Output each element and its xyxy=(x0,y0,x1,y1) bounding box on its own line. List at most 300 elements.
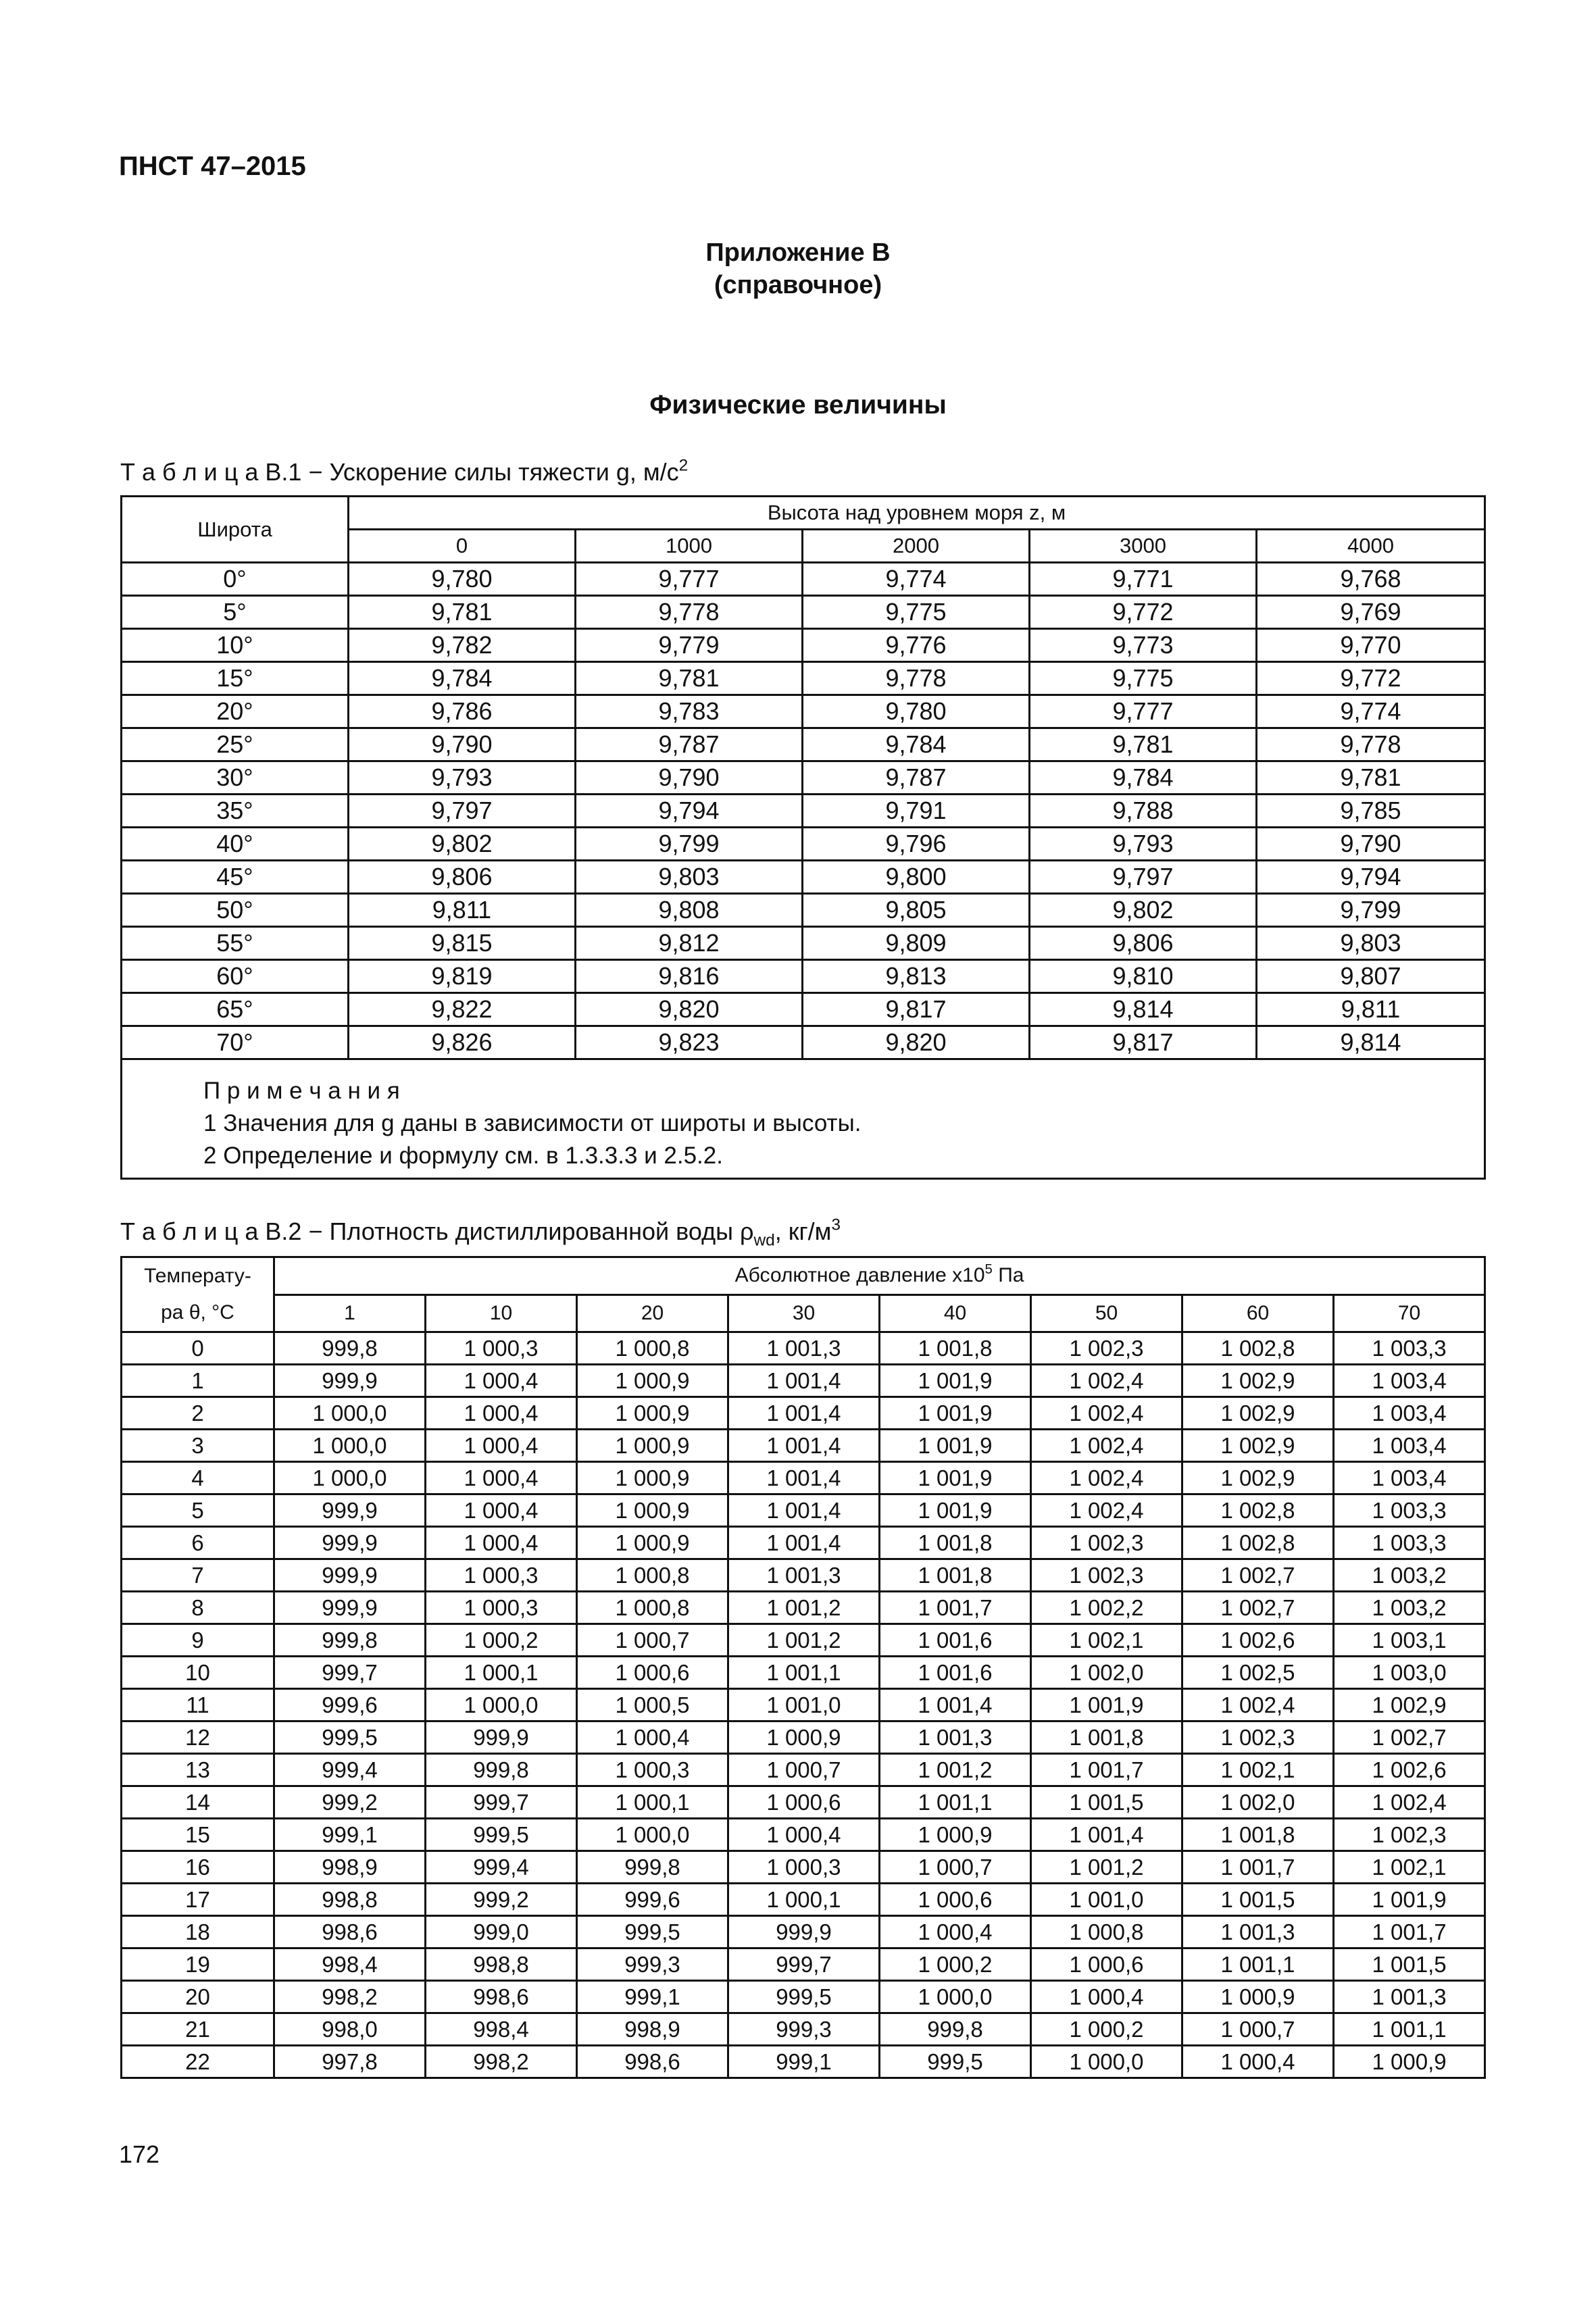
table2-row xyxy=(122,1657,1485,1689)
table1-value-cell: 9,791 xyxy=(803,795,1030,828)
table2-value-cell: 999,9 xyxy=(274,1365,426,1397)
table2-value-cell: 1 002,7 xyxy=(1182,1559,1334,1592)
table2-caption-text: В.2 − Плотность дистиллированной воды ρ xyxy=(258,1217,754,1245)
table2-value-cell: 998,2 xyxy=(274,1981,426,2013)
table2-value-cell: 1 001,1 xyxy=(728,1657,880,1689)
table2-value-cell: 999,0 xyxy=(426,1916,577,1948)
table2-value-cell: 999,9 xyxy=(274,1592,426,1624)
table2-row xyxy=(122,1332,1485,1365)
table2-row xyxy=(122,1884,1485,1916)
table2-value-cell: 1 000,4 xyxy=(426,1397,577,1430)
table1-value-cell: 9,809 xyxy=(803,927,1030,960)
table2-value-cell: 1 003,4 xyxy=(1334,1365,1485,1397)
table2-value-cell: 999,8 xyxy=(426,1754,577,1786)
table1-value-cell: 9,781 xyxy=(576,662,803,695)
table1-value-cell: 9,808 xyxy=(576,894,803,927)
table1-value-cell: 9,823 xyxy=(576,1026,803,1059)
table1-value-cell: 9,797 xyxy=(349,795,576,828)
table2-value-cell: 1 000,9 xyxy=(880,1819,1031,1851)
table2-temperature-cell: 18 xyxy=(122,1916,274,1948)
table2-value-cell: 1 000,7 xyxy=(880,1851,1031,1884)
table1-value-cell: 9,807 xyxy=(1257,960,1485,993)
table2-value-cell: 1 001,4 xyxy=(728,1397,880,1430)
table2-value-cell: 998,6 xyxy=(426,1981,577,2013)
table2-value-cell: 1 000,4 xyxy=(577,1721,728,1754)
table2-value-cell: 1 001,4 xyxy=(728,1494,880,1527)
table2-value-cell: 998,9 xyxy=(577,2013,728,2046)
table2-value-cell: 1 000,9 xyxy=(577,1527,728,1559)
table1-value-cell: 9,778 xyxy=(576,596,803,629)
table2-value-cell: 1 001,7 xyxy=(1334,1916,1485,1948)
table1-value-cell: 9,797 xyxy=(1030,861,1257,894)
table2-value-cell: 1 003,2 xyxy=(1334,1592,1485,1624)
page-number: 172 xyxy=(119,2140,160,2168)
table2-value-cell: 1 001,8 xyxy=(1182,1819,1334,1851)
table1-row xyxy=(122,695,1485,728)
table2-row xyxy=(122,1462,1485,1494)
table2-value-cell: 999,6 xyxy=(274,1689,426,1721)
table1-row xyxy=(122,927,1485,960)
table1-value-cell: 9,803 xyxy=(1257,927,1485,960)
table2-value-cell: 1 000,9 xyxy=(1182,1981,1334,2013)
table1-value-cell: 9,820 xyxy=(576,993,803,1026)
table1-row-header: Широта xyxy=(122,497,349,563)
table1-latitude-cell: 20° xyxy=(122,695,349,728)
table2-value-cell: 999,1 xyxy=(274,1819,426,1851)
table1-value-cell: 9,788 xyxy=(1030,795,1257,828)
table2-group-header-text: Абсолютное давление х10 xyxy=(734,1264,985,1287)
table1-value-cell: 9,817 xyxy=(803,993,1030,1026)
table2-value-cell: 1 001,6 xyxy=(880,1624,1031,1657)
table2-column-header-row xyxy=(122,1294,1485,1332)
table2-value-cell: 1 000,5 xyxy=(577,1689,728,1721)
table1-value-cell: 9,815 xyxy=(349,927,576,960)
table2-temperature-cell: 8 xyxy=(122,1592,274,1624)
table2-value-cell: 1 000,4 xyxy=(426,1430,577,1462)
table1-note-item: 2 Определение и формулу см. в 1.3.3.3 и 2.5.2. xyxy=(203,1142,723,1169)
table1-value-cell: 9,777 xyxy=(1030,695,1257,728)
table1-caption-text: В.1 − Ускорение силы тяжести g, м/с xyxy=(258,458,679,486)
table2-value-cell: 1 002,4 xyxy=(1182,1689,1334,1721)
table2-row xyxy=(122,1948,1485,1981)
table1-gravity xyxy=(120,495,1486,1180)
table1-latitude-cell: 55° xyxy=(122,927,349,960)
table2-temperature-cell: 14 xyxy=(122,1786,274,1819)
table2-value-cell: 1 000,4 xyxy=(1031,1981,1182,2013)
table2-column-header: 60 xyxy=(1182,1294,1334,1332)
table1-value-cell: 9,793 xyxy=(349,761,576,795)
table2-value-cell: 1 000,0 xyxy=(880,1981,1031,2013)
table1-value-cell: 9,778 xyxy=(1257,728,1485,761)
table2-temperature-cell: 7 xyxy=(122,1559,274,1592)
table2-value-cell: 1 001,8 xyxy=(880,1527,1031,1559)
table2-value-cell: 999,5 xyxy=(577,1916,728,1948)
table1-value-cell: 9,786 xyxy=(349,695,576,728)
table2-value-cell: 1 001,5 xyxy=(1031,1786,1182,1819)
table2-value-cell: 1 000,8 xyxy=(577,1559,728,1592)
document-code: ПНСТ 47–2015 xyxy=(119,151,306,181)
table2-value-cell: 998,8 xyxy=(274,1884,426,1916)
table2-caption xyxy=(120,1215,841,1250)
table1-value-cell: 9,781 xyxy=(1257,761,1485,795)
table2-value-cell: 1 003,4 xyxy=(1334,1397,1485,1430)
table2-row xyxy=(122,1754,1485,1786)
appendix-heading xyxy=(0,236,1596,301)
table1-value-cell: 9,811 xyxy=(1257,993,1485,1026)
table2-temperature-cell: 9 xyxy=(122,1624,274,1657)
table2-value-cell: 1 001,9 xyxy=(1334,1884,1485,1916)
table2-temperature-cell: 16 xyxy=(122,1851,274,1884)
table2-group-header xyxy=(274,1257,1485,1295)
table2-value-cell: 1 001,4 xyxy=(728,1365,880,1397)
table2-value-cell: 1 001,8 xyxy=(1031,1721,1182,1754)
table2-value-cell: 1 002,9 xyxy=(1182,1365,1334,1397)
table1-value-cell: 9,790 xyxy=(1257,828,1485,861)
table2-value-cell: 1 001,7 xyxy=(1031,1754,1182,1786)
table2-value-cell: 1 001,2 xyxy=(1031,1851,1182,1884)
table1-value-cell: 9,781 xyxy=(1030,728,1257,761)
table2-value-cell: 999,9 xyxy=(426,1721,577,1754)
table1-value-cell: 9,774 xyxy=(803,563,1030,596)
table1-value-cell: 9,779 xyxy=(576,629,803,662)
table2-caption-sub: wd xyxy=(753,1231,775,1250)
table1-value-cell: 9,787 xyxy=(803,761,1030,795)
table2-value-cell: 999,8 xyxy=(274,1332,426,1365)
table1-value-cell: 9,810 xyxy=(1030,960,1257,993)
table2-value-cell: 999,9 xyxy=(274,1527,426,1559)
table2-value-cell: 998,4 xyxy=(426,2013,577,2046)
table2-temperature-cell: 19 xyxy=(122,1948,274,1981)
table1-value-cell: 9,778 xyxy=(803,662,1030,695)
table1-value-cell: 9,784 xyxy=(349,662,576,695)
table2-value-cell: 999,1 xyxy=(728,2046,880,2078)
table1-value-cell: 9,800 xyxy=(803,861,1030,894)
table2-value-cell: 1 000,3 xyxy=(426,1559,577,1592)
table2-value-cell: 999,7 xyxy=(728,1948,880,1981)
table2-value-cell: 1 001,9 xyxy=(1031,1689,1182,1721)
table2-value-cell: 1 002,6 xyxy=(1182,1624,1334,1657)
table2-value-cell: 1 003,4 xyxy=(1334,1462,1485,1494)
table2-value-cell: 999,5 xyxy=(880,2046,1031,2078)
table2-value-cell: 1 001,0 xyxy=(1031,1884,1182,1916)
table2-value-cell: 1 002,7 xyxy=(1334,1721,1485,1754)
table1-row xyxy=(122,993,1485,1026)
table2-value-cell: 1 001,5 xyxy=(1182,1884,1334,1916)
table1-latitude-cell: 15° xyxy=(122,662,349,695)
table2-temperature-cell: 0 xyxy=(122,1332,274,1365)
table2-value-cell: 999,5 xyxy=(426,1819,577,1851)
table2-value-cell: 1 002,8 xyxy=(1182,1527,1334,1559)
table2-value-cell: 999,6 xyxy=(577,1884,728,1916)
table1-row xyxy=(122,728,1485,761)
table2-temperature-cell: 15 xyxy=(122,1819,274,1851)
table1-value-cell: 9,774 xyxy=(1257,695,1485,728)
table2-row xyxy=(122,1592,1485,1624)
table2-value-cell: 1 000,9 xyxy=(728,1721,880,1754)
table2-value-cell: 999,4 xyxy=(274,1754,426,1786)
table2-value-cell: 1 001,9 xyxy=(880,1365,1031,1397)
table2-value-cell: 1 001,1 xyxy=(1182,1948,1334,1981)
table2-value-cell: 1 000,7 xyxy=(577,1624,728,1657)
table2-column-header: 10 xyxy=(426,1294,577,1332)
table2-value-cell: 1 000,1 xyxy=(577,1786,728,1819)
table1-value-cell: 9,780 xyxy=(803,695,1030,728)
table1-value-cell: 9,775 xyxy=(803,596,1030,629)
table2-value-cell: 1 002,9 xyxy=(1182,1397,1334,1430)
table2-value-cell: 1 000,3 xyxy=(577,1754,728,1786)
table2-value-cell: 1 003,0 xyxy=(1334,1657,1485,1689)
table2-row xyxy=(122,1365,1485,1397)
table1-value-cell: 9,768 xyxy=(1257,563,1485,596)
table2-value-cell: 999,9 xyxy=(274,1494,426,1527)
table2-value-cell: 1 001,9 xyxy=(880,1430,1031,1462)
table2-value-cell: 999,1 xyxy=(577,1981,728,2013)
table1-latitude-cell: 45° xyxy=(122,861,349,894)
table1-value-cell: 9,796 xyxy=(803,828,1030,861)
table2-row-header xyxy=(122,1257,274,1332)
table1-value-cell: 9,771 xyxy=(1030,563,1257,596)
table2-value-cell: 1 000,8 xyxy=(577,1332,728,1365)
table2-value-cell: 998,0 xyxy=(274,2013,426,2046)
table1-value-cell: 9,813 xyxy=(803,960,1030,993)
table2-value-cell: 1 003,3 xyxy=(1334,1494,1485,1527)
table1-latitude-cell: 40° xyxy=(122,828,349,861)
table2-water-density xyxy=(120,1256,1486,2079)
table2-value-cell: 1 000,3 xyxy=(728,1851,880,1884)
table1-row xyxy=(122,662,1485,695)
table2-row xyxy=(122,1397,1485,1430)
table2-temperature-cell: 11 xyxy=(122,1689,274,1721)
table2-value-cell: 1 002,4 xyxy=(1031,1397,1182,1430)
table1-value-cell: 9,781 xyxy=(349,596,576,629)
table2-value-cell: 1 000,9 xyxy=(577,1462,728,1494)
table2-row xyxy=(122,1721,1485,1754)
table2-value-cell: 1 000,6 xyxy=(1031,1948,1182,1981)
table2-value-cell: 1 000,7 xyxy=(1182,2013,1334,2046)
table1-notes xyxy=(122,1059,1485,1179)
table2-value-cell: 1 000,4 xyxy=(426,1494,577,1527)
table1-caption-label: Т а б л и ц а xyxy=(120,458,259,486)
table2-value-cell: 999,7 xyxy=(274,1657,426,1689)
table1-value-cell: 9,806 xyxy=(1030,927,1257,960)
table1-notes-row xyxy=(122,1059,1485,1179)
table2-value-cell: 1 000,0 xyxy=(274,1397,426,1430)
table1-value-cell: 9,783 xyxy=(576,695,803,728)
table2-value-cell: 997,8 xyxy=(274,2046,426,2078)
table2-value-cell: 1 000,9 xyxy=(577,1430,728,1462)
table2-value-cell: 1 001,5 xyxy=(1334,1948,1485,1981)
table1-column-header: 1000 xyxy=(576,530,803,563)
table2-value-cell: 1 002,3 xyxy=(1031,1527,1182,1559)
table2-value-cell: 999,2 xyxy=(274,1786,426,1819)
table1-column-header: 3000 xyxy=(1030,530,1257,563)
table1-value-cell: 9,812 xyxy=(576,927,803,960)
table2-value-cell: 1 000,4 xyxy=(426,1462,577,1494)
table2-value-cell: 1 001,8 xyxy=(880,1332,1031,1365)
table2-value-cell: 1 000,2 xyxy=(1031,2013,1182,2046)
table2-column-header: 20 xyxy=(577,1294,728,1332)
table2-value-cell: 1 000,4 xyxy=(426,1527,577,1559)
table1-row xyxy=(122,563,1485,596)
table2-row-header-line2: ра θ, °С xyxy=(161,1301,234,1324)
table2-row xyxy=(122,1851,1485,1884)
table2-row xyxy=(122,1559,1485,1592)
table1-value-cell: 9,802 xyxy=(349,828,576,861)
table2-value-cell: 1 001,4 xyxy=(880,1689,1031,1721)
table2-caption-sup: 3 xyxy=(831,1215,841,1234)
table2-value-cell: 1 000,9 xyxy=(577,1365,728,1397)
table1-notes-title: П р и м е ч а н и я xyxy=(203,1078,400,1104)
table2-value-cell: 1 000,2 xyxy=(426,1624,577,1657)
table2-value-cell: 1 002,0 xyxy=(1182,1786,1334,1819)
table1-caption-sup: 2 xyxy=(678,456,689,475)
table1-row xyxy=(122,960,1485,993)
table2-value-cell: 1 001,9 xyxy=(880,1397,1031,1430)
table2-value-cell: 1 000,2 xyxy=(880,1948,1031,1981)
table1-row xyxy=(122,629,1485,662)
table2-value-cell: 999,8 xyxy=(577,1851,728,1884)
table2-value-cell: 1 000,8 xyxy=(1031,1916,1182,1948)
table1-value-cell: 9,820 xyxy=(803,1026,1030,1059)
table2-column-header: 30 xyxy=(728,1294,880,1332)
table2-row-header-line1: Температу- xyxy=(144,1265,251,1287)
table2-temperature-cell: 17 xyxy=(122,1884,274,1916)
table1-latitude-cell: 25° xyxy=(122,728,349,761)
table2-value-cell: 1 002,4 xyxy=(1334,1786,1485,1819)
table2-value-cell: 1 000,8 xyxy=(577,1592,728,1624)
table2-value-cell: 1 003,3 xyxy=(1334,1332,1485,1365)
table2-value-cell: 1 001,0 xyxy=(728,1689,880,1721)
table2-value-cell: 999,9 xyxy=(728,1916,880,1948)
table2-value-cell: 1 003,3 xyxy=(1334,1527,1485,1559)
table2-value-cell: 1 000,4 xyxy=(728,1819,880,1851)
table2-row xyxy=(122,2046,1485,2078)
table1-note-item: 1 Значения для g даны в зависимости от широты и высоты. xyxy=(203,1110,862,1136)
table1-value-cell: 9,794 xyxy=(576,795,803,828)
table1-latitude-cell: 65° xyxy=(122,993,349,1026)
table1-column-header: 4000 xyxy=(1257,530,1485,563)
table2-row xyxy=(122,1494,1485,1527)
table1-value-cell: 9,787 xyxy=(576,728,803,761)
table1-value-cell: 9,780 xyxy=(349,563,576,596)
table2-value-cell: 1 002,4 xyxy=(1031,1365,1182,1397)
table1-value-cell: 9,814 xyxy=(1030,993,1257,1026)
table2-value-cell: 1 003,1 xyxy=(1334,1624,1485,1657)
table2-value-cell: 1 001,9 xyxy=(880,1494,1031,1527)
table2-value-cell: 1 000,3 xyxy=(426,1592,577,1624)
table1-group-header: Высота над уровнем моря z, м xyxy=(349,497,1485,530)
table2-value-cell: 999,8 xyxy=(880,2013,1031,2046)
table2-caption-tail: , кг/м xyxy=(774,1217,832,1245)
table2-temperature-cell: 20 xyxy=(122,1981,274,2013)
table2-temperature-cell: 2 xyxy=(122,1397,274,1430)
table2-value-cell: 998,8 xyxy=(426,1948,577,1981)
table2-value-cell: 1 001,8 xyxy=(880,1559,1031,1592)
table2-value-cell: 1 002,8 xyxy=(1182,1332,1334,1365)
table1-value-cell: 9,793 xyxy=(1030,828,1257,861)
table2-value-cell: 1 000,6 xyxy=(880,1884,1031,1916)
table2-temperature-cell: 21 xyxy=(122,2013,274,2046)
table1-value-cell: 9,784 xyxy=(803,728,1030,761)
table2-value-cell: 1 000,4 xyxy=(426,1365,577,1397)
table1-value-cell: 9,782 xyxy=(349,629,576,662)
table1-latitude-cell: 5° xyxy=(122,596,349,629)
table2-value-cell: 1 001,4 xyxy=(728,1462,880,1494)
table1-latitude-cell: 70° xyxy=(122,1026,349,1059)
table2-value-cell: 998,2 xyxy=(426,2046,577,2078)
table1-row xyxy=(122,761,1485,795)
table1-value-cell: 9,799 xyxy=(576,828,803,861)
table1-value-cell: 9,790 xyxy=(349,728,576,761)
table2-row xyxy=(122,1819,1485,1851)
table2-temperature-cell: 1 xyxy=(122,1365,274,1397)
table2-value-cell: 1 002,0 xyxy=(1031,1657,1182,1689)
table1-latitude-cell: 60° xyxy=(122,960,349,993)
table1-latitude-cell: 50° xyxy=(122,894,349,927)
table2-value-cell: 1 002,1 xyxy=(1334,1851,1485,1884)
table1-value-cell: 9,814 xyxy=(1257,1026,1485,1059)
table2-row xyxy=(122,1624,1485,1657)
table2-value-cell: 1 002,4 xyxy=(1031,1430,1182,1462)
table2-value-cell: 1 001,9 xyxy=(880,1462,1031,1494)
table2-value-cell: 1 001,2 xyxy=(728,1624,880,1657)
table2-column-header: 40 xyxy=(880,1294,1031,1332)
table1-value-cell: 9,784 xyxy=(1030,761,1257,795)
table2-row xyxy=(122,1981,1485,2013)
table2-value-cell: 998,6 xyxy=(274,1916,426,1948)
table2-value-cell: 1 002,4 xyxy=(1031,1462,1182,1494)
table1-value-cell: 9,776 xyxy=(803,629,1030,662)
table2-caption-label: Т а б л и ц а xyxy=(120,1217,259,1245)
table1-value-cell: 9,790 xyxy=(576,761,803,795)
table2-value-cell: 1 000,7 xyxy=(728,1754,880,1786)
table1-latitude-cell: 35° xyxy=(122,795,349,828)
table2-value-cell: 998,9 xyxy=(274,1851,426,1884)
table2-value-cell: 1 000,0 xyxy=(274,1462,426,1494)
table2-value-cell: 1 001,6 xyxy=(880,1657,1031,1689)
table1-row xyxy=(122,828,1485,861)
table1-latitude-cell: 0° xyxy=(122,563,349,596)
table2-row xyxy=(122,1916,1485,1948)
table1-value-cell: 9,785 xyxy=(1257,795,1485,828)
table2-value-cell: 1 001,2 xyxy=(728,1592,880,1624)
table2-value-cell: 1 001,4 xyxy=(1031,1819,1182,1851)
table2-value-cell: 1 002,9 xyxy=(1182,1430,1334,1462)
table2-temperature-cell: 5 xyxy=(122,1494,274,1527)
table1-value-cell: 9,773 xyxy=(1030,629,1257,662)
table2-value-cell: 1 001,3 xyxy=(880,1721,1031,1754)
table1-value-cell: 9,799 xyxy=(1257,894,1485,927)
table2-value-cell: 999,4 xyxy=(426,1851,577,1884)
table2-value-cell: 1 003,2 xyxy=(1334,1559,1485,1592)
table2-value-cell: 999,8 xyxy=(274,1624,426,1657)
table1-value-cell: 9,772 xyxy=(1030,596,1257,629)
table2-value-cell: 1 001,2 xyxy=(880,1754,1031,1786)
table2-value-cell: 1 000,4 xyxy=(1182,2046,1334,2078)
table2-header-row xyxy=(122,1257,1485,1295)
table1-row xyxy=(122,596,1485,629)
table1-column-header: 0 xyxy=(349,530,576,563)
table1-value-cell: 9,826 xyxy=(349,1026,576,1059)
appendix-subtitle: (справочное) xyxy=(714,271,882,299)
table2-row xyxy=(122,1527,1485,1559)
appendix-title: Приложение В xyxy=(705,238,891,267)
table2-value-cell: 1 002,6 xyxy=(1334,1754,1485,1786)
table2-value-cell: 999,3 xyxy=(577,1948,728,1981)
table2-value-cell: 1 001,3 xyxy=(728,1332,880,1365)
table1-value-cell: 9,806 xyxy=(349,861,576,894)
table1-row xyxy=(122,1026,1485,1059)
